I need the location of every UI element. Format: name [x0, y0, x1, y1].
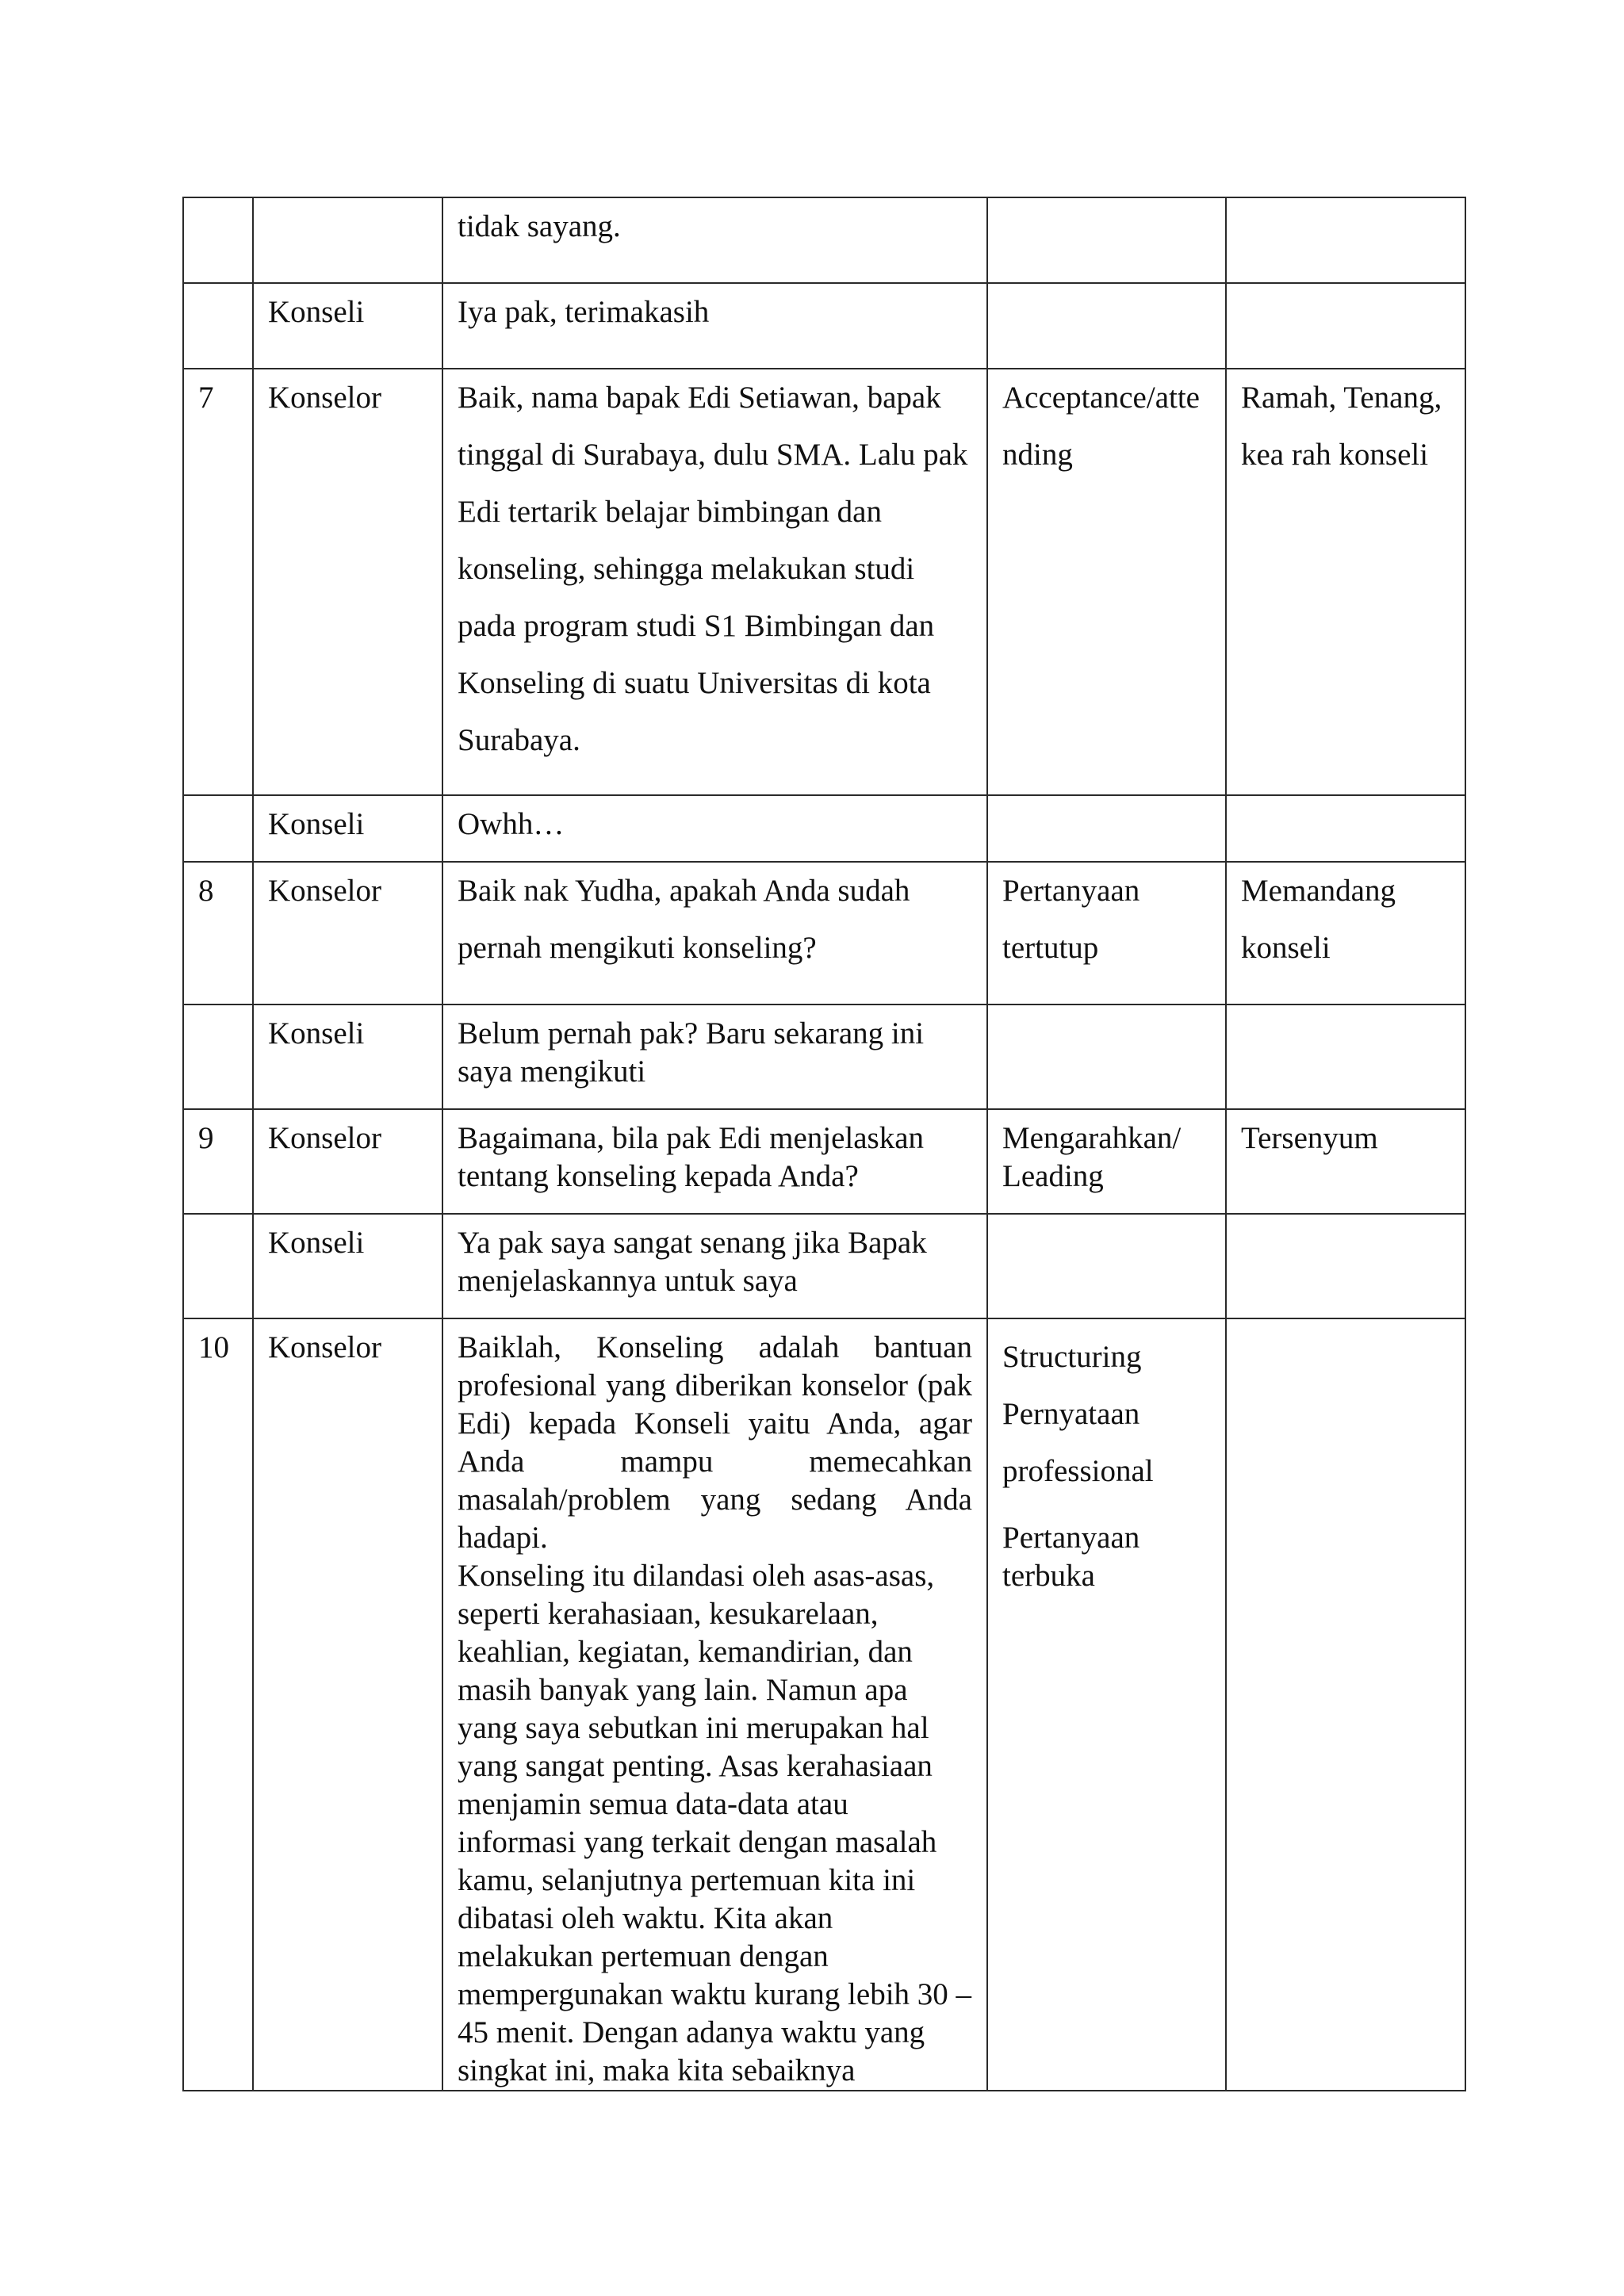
speaker-cell: Konselor	[253, 1109, 442, 1214]
technique-cell	[987, 1214, 1226, 1318]
technique-cell	[987, 1004, 1226, 1109]
dialogue-cell: Baik, nama bapak Edi Setiawan, bapak tinggal di Surabaya, dulu SMA. Lalu pak Edi tertarik belajar bimbingan dan konseling, sehingga melakukan studi pada program studi S1 Bimbingan dan Konseling di suatu Universitas di kota Surabaya.	[442, 369, 987, 795]
body-language-cell	[1226, 1214, 1465, 1318]
body-language-cell	[1226, 197, 1465, 283]
speaker-cell: Konseli	[253, 795, 442, 862]
speaker-cell: Konseli	[253, 1214, 442, 1318]
speaker-cell: Konseli	[253, 283, 442, 369]
row-number-cell	[183, 197, 253, 283]
dialogue-paragraph: Baiklah, Konseling adalah bantuan profesional yang diberikan konselor (pak Edi) kepada Konseli yaitu Anda, agar Anda mampu memecahkan masalah/problem yang sedang Anda hadapi.	[458, 1330, 972, 1555]
table-row	[183, 283, 1465, 369]
table-row	[183, 862, 1465, 1004]
body-language-cell: Tersenyum	[1226, 1109, 1465, 1214]
technique-cell: Pertanyaan tertutup	[987, 862, 1226, 1004]
technique-cell	[987, 283, 1226, 369]
dialogue-cell	[442, 1318, 987, 2091]
dialogue-cell: Bagaimana, bila pak Edi menjelaskan tentang konseling kepada Anda?	[442, 1109, 987, 1214]
table-row	[183, 197, 1465, 283]
table-row	[183, 1318, 1465, 2091]
body-language-cell	[1226, 795, 1465, 862]
dialogue-cell: Baik nak Yudha, apakah Anda sudah pernah mengikuti konseling?	[442, 862, 987, 1004]
technique-cell: Mengarahkan/ Leading	[987, 1109, 1226, 1214]
speaker-cell: Konselor	[253, 1318, 442, 2091]
row-number-cell	[183, 795, 253, 862]
technique-cell	[987, 1318, 1226, 2091]
technique-label: Pernyataan professional	[1002, 1397, 1154, 1488]
dialogue-cell: Owhh…	[442, 795, 987, 862]
table-row	[183, 1214, 1465, 1318]
speaker-cell: Konselor	[253, 369, 442, 795]
technique-cell	[987, 197, 1226, 283]
dialogue-cell: Belum pernah pak? Baru sekarang ini saya mengikuti	[442, 1004, 987, 1109]
row-number-cell	[183, 1004, 253, 1109]
technique-cell	[987, 795, 1226, 862]
body-language-cell	[1226, 1004, 1465, 1109]
body-language-cell: Memandang konseli	[1226, 862, 1465, 1004]
row-number-cell: 9	[183, 1109, 253, 1214]
speaker-cell	[253, 197, 442, 283]
dialogue-cell: Iya pak, terimakasih	[442, 283, 987, 369]
body-language-cell	[1226, 1318, 1465, 2091]
row-number-cell: 10	[183, 1318, 253, 2091]
table-row	[183, 369, 1465, 795]
row-number-cell	[183, 283, 253, 369]
dialogue-cell: tidak sayang.	[442, 197, 987, 283]
table-row	[183, 1004, 1465, 1109]
body-language-cell: Ramah, Tenang, kea rah konseli	[1226, 369, 1465, 795]
technique-label: Pertanyaan terbuka	[1002, 1521, 1140, 1593]
body-language-cell	[1226, 283, 1465, 369]
table-row	[183, 1109, 1465, 1214]
speaker-cell: Konselor	[253, 862, 442, 1004]
row-number-cell: 7	[183, 369, 253, 795]
row-number-cell: 8	[183, 862, 253, 1004]
technique-cell: Acceptance/attending	[987, 369, 1226, 795]
speaker-cell: Konseli	[253, 1004, 442, 1109]
dialogue-cell: Ya pak saya sangat senang jika Bapak menjelaskannya untuk saya	[442, 1214, 987, 1318]
technique-label: Structuring	[1002, 1340, 1142, 1374]
counseling-transcript-table	[182, 197, 1466, 2091]
table-row	[183, 795, 1465, 862]
row-number-cell	[183, 1214, 253, 1318]
dialogue-paragraph: Konseling itu dilandasi oleh asas-asas, seperti kerahasiaan, kesukarelaan, keahlian, kegiatan, kemandirian, dan masih banyak yang lain. Namun apa yang saya sebutkan ini merupakan hal yang sangat penting. Asas kerahasiaan menjamin semua data-data atau informasi yang terkait dengan masalah kamu, selanjutnya pertemuan kita ini dibatasi oleh waktu. Kita akan melakukan pertemuan dengan mempergunakan waktu kurang lebih 30 – 45 menit. Dengan adanya waktu yang singkat ini, maka kita sebaiknya	[458, 1559, 972, 2087]
